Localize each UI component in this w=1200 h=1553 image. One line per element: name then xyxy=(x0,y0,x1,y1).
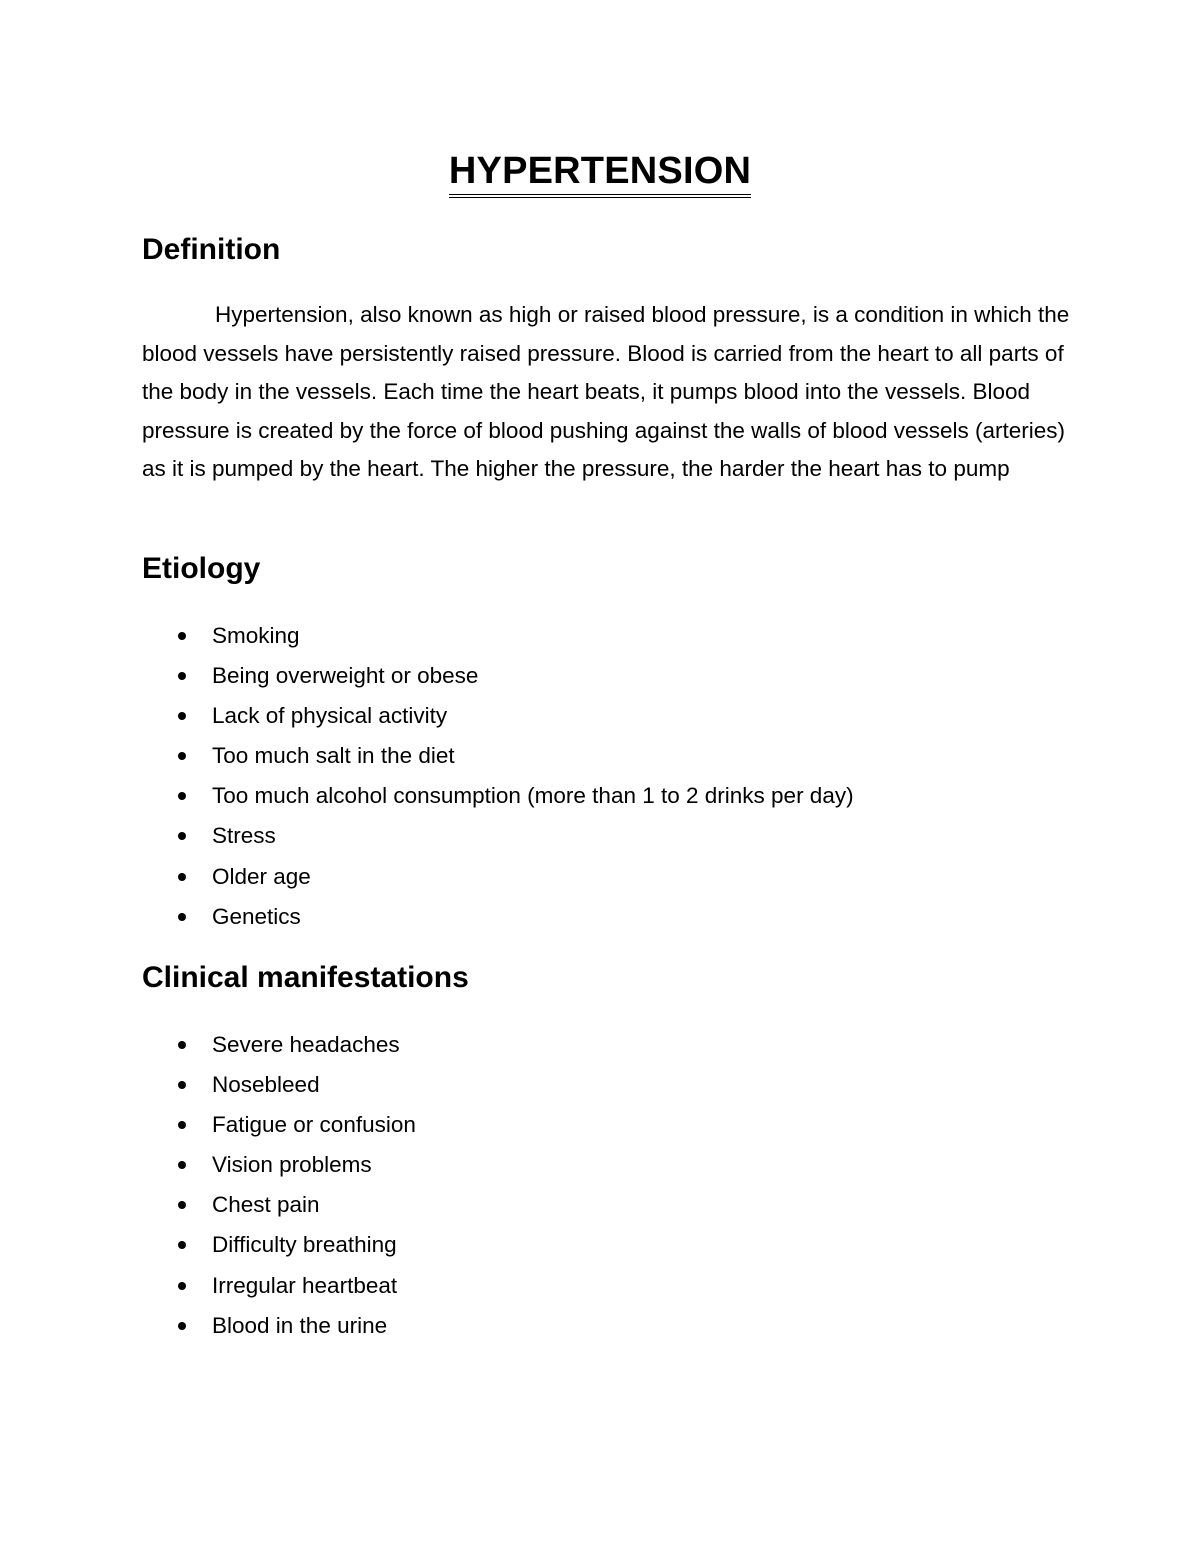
list-item xyxy=(142,816,854,856)
list-item-text: Irregular heartbeat xyxy=(212,1272,398,1298)
bullet-icon xyxy=(178,1201,186,1209)
definition-heading: Definition xyxy=(142,233,281,266)
list-item xyxy=(142,616,854,656)
list-item-text: Too much alcohol consumption (more than 1 to 2 drinks per day) xyxy=(212,783,854,809)
list-item-text: Severe headaches xyxy=(212,1032,400,1057)
list-item xyxy=(142,656,854,696)
bullet-icon xyxy=(178,1161,186,1169)
list-item-text: Smoking xyxy=(212,623,300,648)
list-item-text: Lack of physical activity xyxy=(212,703,448,729)
etiology-heading: Etiology xyxy=(142,552,261,585)
list-item xyxy=(142,1065,416,1105)
list-item-text: Stress xyxy=(212,823,276,849)
bullet-icon xyxy=(178,1041,186,1049)
list-item xyxy=(142,1105,416,1145)
list-item xyxy=(142,1145,416,1185)
list-item xyxy=(142,897,854,937)
list-item xyxy=(142,1306,416,1346)
bullet-icon xyxy=(178,672,186,680)
bullet-icon xyxy=(178,712,186,720)
bullet-icon xyxy=(178,1282,186,1290)
bullet-icon xyxy=(178,832,186,840)
list-item-text: Older age xyxy=(212,863,311,889)
bullet-icon xyxy=(178,1081,186,1089)
list-item-text: Genetics xyxy=(212,903,301,929)
bullet-icon xyxy=(178,913,186,921)
list-item-text: Too much salt in the diet xyxy=(212,743,455,769)
bullet-icon xyxy=(178,632,186,640)
bullet-icon xyxy=(178,1322,186,1330)
list-item-text: Chest pain xyxy=(212,1192,320,1218)
title-text: HYPERTENSION xyxy=(449,148,751,198)
bullet-icon xyxy=(178,873,186,881)
clinical-manifestations-heading: Clinical manifestations xyxy=(142,961,469,994)
list-item-text: Blood in the urine xyxy=(212,1312,388,1338)
list-item xyxy=(142,1266,416,1306)
list-item xyxy=(142,736,854,776)
etiology-list xyxy=(142,616,854,937)
list-item-text: Difficulty breathing xyxy=(212,1232,397,1258)
list-item xyxy=(142,696,854,736)
list-item xyxy=(142,1225,416,1265)
document-title xyxy=(0,148,1200,198)
list-item-text: Being overweight or obese xyxy=(212,663,479,689)
bullet-icon xyxy=(178,792,186,800)
definition-paragraph: Hypertension, also known as high or raised blood pressure, is a condition in which the blood vessels have persistently raised pressure. Blood is carried from the heart to all parts of the body in the vessels. Each time the heart beats, it pumps blood into the vessels. Blood pressure is created by the force of blood pushing against the walls of blood vessels (arteries) as it is pumped by the heart. The higher the pressure, the harder the heart has to pump xyxy=(142,302,1070,482)
clinical-manifestations-list xyxy=(142,1025,416,1346)
list-item-text: Vision problems xyxy=(212,1152,372,1178)
list-item xyxy=(142,857,854,897)
list-item xyxy=(142,1185,416,1225)
list-item xyxy=(142,1025,416,1065)
bullet-icon xyxy=(178,1241,186,1249)
bullet-icon xyxy=(178,752,186,760)
list-item xyxy=(142,776,854,816)
list-item-text: Fatigue or confusion xyxy=(212,1112,416,1138)
list-item-text: Nosebleed xyxy=(212,1072,320,1098)
bullet-icon xyxy=(178,1121,186,1129)
